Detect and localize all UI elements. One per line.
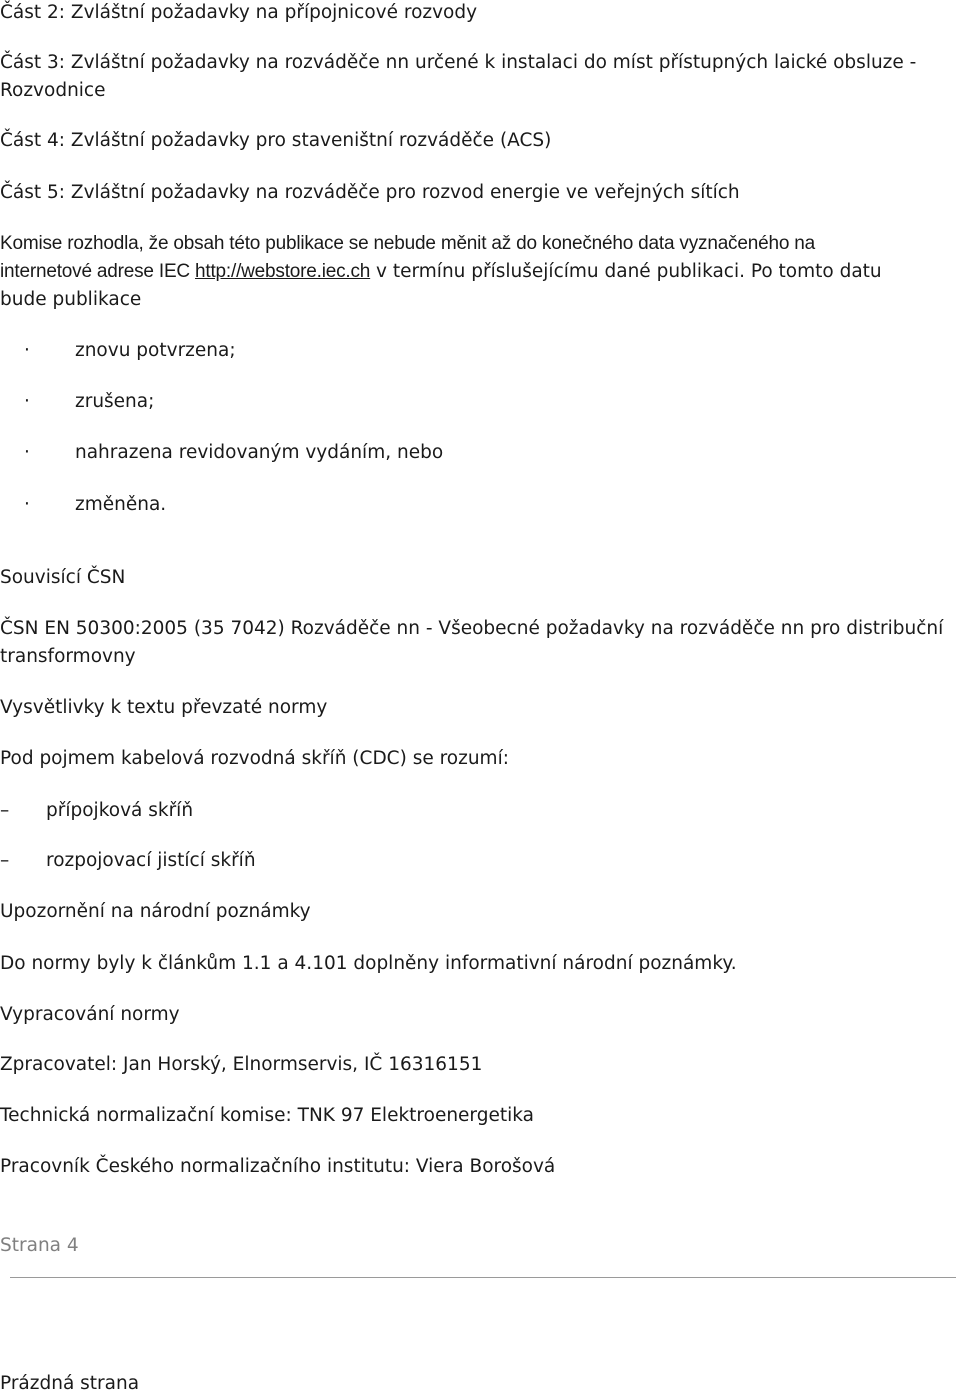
dash-item: [0, 847, 256, 875]
committee-text-prefix: internetové adrese IEC: [0, 261, 196, 282]
bullet-mark: ·: [24, 391, 30, 412]
preparation-heading: Vypracování normy: [0, 1004, 180, 1025]
explanations-intro: Pod pojmem kabelová rozvodná skříň (CDC) se rozumí:: [0, 748, 509, 769]
notes-heading: Upozornění na národní poznámky: [0, 901, 311, 922]
dash-mark: –: [0, 800, 10, 821]
related-standard-line1: ČSN EN 50300:2005 (35 7042) Rozváděče nn - Všeobecné požadavky na rozváděče nn pro distribuční: [0, 618, 944, 639]
dash-item: [0, 797, 193, 825]
page-divider: [10, 1277, 956, 1278]
part2-text: Část 2: Zvláštní požadavky na přípojnicové rozvody: [0, 2, 478, 23]
dash-text: přípojková skříň: [46, 800, 194, 821]
bullet-mark: ·: [24, 442, 30, 463]
bullet-item: [0, 491, 166, 519]
page-number: Strana 4: [0, 1235, 79, 1256]
bullet-text: nahrazena revidovaným vydáním, nebo: [75, 442, 444, 463]
related-standard-line2: transformovny: [0, 646, 136, 667]
dash-mark: –: [0, 850, 10, 871]
next-page-title: Prázdná strana: [0, 1373, 140, 1394]
part4-text: Část 4: Zvláštní požadavky pro staveništní rozváděče (ACS): [0, 130, 552, 151]
committee-text-line1: Komise rozhodla, že obsah této publikace se nebude měnit až do konečného data vyznačeného na: [0, 233, 816, 254]
preparation-worker: Pracovník Českého normalizačního institutu: Viera Borošová: [0, 1156, 556, 1177]
bullet-item: [0, 388, 154, 416]
committee-text-suffix: v termínu příslušejícímu dané publikaci. Po tomto datu: [370, 261, 882, 282]
bullet-item: [0, 337, 236, 365]
preparation-author: Zpracovatel: Jan Horský, Elnormservis, IČ 16316151: [0, 1054, 483, 1075]
bullet-text: znovu potvrzena;: [75, 340, 236, 361]
bullet-text: zrušena;: [75, 391, 155, 412]
preparation-committee: Technická normalizační komise: TNK 97 Elektroenergetika: [0, 1105, 534, 1126]
bullet-item: [0, 439, 443, 467]
related-heading: Souvisící ČSN: [0, 567, 126, 588]
part3-text-line1: Část 3: Zvláštní požadavky na rozváděče nn určené k instalaci do míst přístupných laické obsluze -: [0, 52, 917, 73]
bullet-text: změněna.: [75, 494, 167, 515]
committee-text-line2: [0, 258, 960, 286]
committee-text-line3: bude publikace: [0, 289, 142, 310]
part3-text-line2: Rozvodnice: [0, 80, 106, 101]
dash-text: rozpojovací jistící skříň: [46, 850, 256, 871]
notes-text: Do normy byly k článkům 1.1 a 4.101 doplněny informativní národní poznámky.: [0, 953, 737, 974]
part5-text: Část 5: Zvláštní požadavky na rozváděče pro rozvod energie ve veřejných sítích: [0, 182, 740, 203]
iec-webstore-link[interactable]: http://webstore.iec.ch: [195, 261, 371, 282]
bullet-mark: ·: [24, 494, 30, 515]
bullet-mark: ·: [24, 340, 30, 361]
explanations-heading: Vysvětlivky k textu převzaté normy: [0, 697, 328, 718]
